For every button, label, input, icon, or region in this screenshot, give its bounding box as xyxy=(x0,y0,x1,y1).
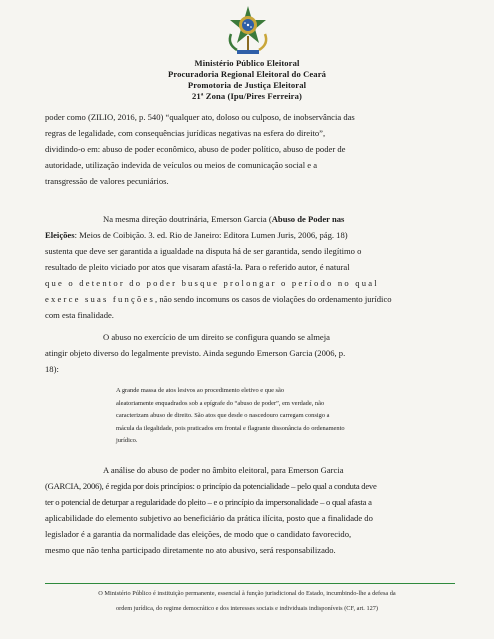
brazil-coat-of-arms-icon xyxy=(225,4,271,56)
block-quote xyxy=(116,385,450,448)
book-title: Abuso de Poder nas xyxy=(271,214,345,224)
header-promotoria: Promotoria de Justiça Eleitoral xyxy=(187,80,307,90)
para2-text: exerce suas funções xyxy=(45,294,156,304)
para4-line: aplicabilidade do elemento subjetivo ao beneficiário da prática ilícita, posto que a finalidade do xyxy=(45,513,373,523)
paragraph-2 xyxy=(45,211,455,323)
quote-line: caracterizam abuso de direito. São atos que desde o nascedouro carregam consigo a xyxy=(116,412,330,420)
header-zona: 21ª Zona (Ipu/Pires Ferreira) xyxy=(192,91,302,101)
para4-line: legislador é a garantia da normalidade das eleições, de modo que o candidato favorecido, xyxy=(45,529,352,539)
para2-line xyxy=(45,211,455,227)
para1-line: regras de legalidade, com consequências jurídicas negativas na esfera do direito”, xyxy=(45,128,326,138)
para3-line: atingir objeto diverso do legalmente previsto. Ainda segundo Emerson Garcia (2006, p. xyxy=(45,348,346,358)
para1-line: autoridade, utilização indevida de veículos ou meios de comunicação social e a xyxy=(45,160,318,170)
para1-line: poder como (ZILIO, 2016, p. 540) “qualquer ato, doloso ou culposo, de inobservância das xyxy=(45,112,355,122)
book-title-end: Eleições xyxy=(45,230,75,240)
footer xyxy=(20,586,474,616)
para1-line: dividindo-o em: abuso de poder econômico, abuso de poder político, abuso de poder de xyxy=(45,144,346,154)
quote-line: A grande massa de atos lesivos ao procedimento eletivo e que são xyxy=(116,387,285,394)
quote-line: mácula da ilegalidade, pois praticados em frontal e flagrante dissonância do ordenamento xyxy=(116,424,345,432)
para2-text: Na mesma direção doutrinária, Emerson Garcia ( xyxy=(103,214,272,224)
para1-line: transgressão de valores pecuniários. xyxy=(45,176,169,186)
para2-line: sustenta que deve ser garantida a igualdade na disputa há de ser garantida, sendo ilegítimo o xyxy=(45,246,362,256)
footer-line-2: ordem jurídica, do regime democrático e dos interesses sociais e individuais indisponíveis (CF, art. 127) xyxy=(116,605,378,612)
para2-text: , não sendo incomuns os casos de violações do ordenamento jurídico xyxy=(155,294,392,304)
footer-line-1: O Ministério Público é instituição permanente, essencial à função jurisdicional do Estado, incumbindo-lhe a defesa da xyxy=(98,590,396,597)
para3-line: 18): xyxy=(45,364,59,374)
para4-line: (GARCIA, 2006), é regida por dois princípios: o princípio da potencialidade – pelo qual a conduta deve xyxy=(45,481,377,491)
footer-divider xyxy=(45,583,455,584)
header-procuradoria: Procuradoria Regional Eleitoral do Ceará xyxy=(167,69,327,79)
para2-text: : Meios de Coibição. 3. ed. Rio de Janeiro: Editora Lumen Juris, 2006, pág. 18) xyxy=(74,230,348,240)
para4-line: A análise do abuso de poder no âmbito eleitoral, para Emerson Garcia xyxy=(103,465,344,475)
paragraph-4 xyxy=(45,462,455,558)
quote-line: aleatoriamente enquadrados sob a epígrafe do “abuso de poder”, em verdade, não xyxy=(116,399,325,407)
header-ministry: Ministério Público Eleitoral xyxy=(194,58,300,68)
para2-line: que o detentor do poder busque prolongar o período no qual xyxy=(45,278,379,288)
letterhead xyxy=(0,58,494,102)
para2-line: com esta finalidade. xyxy=(45,310,114,320)
paragraph-3 xyxy=(45,329,455,377)
para2-line xyxy=(45,227,455,243)
para4-line: ter o potencial de deturpar a regularidade do pleito – e o princípio da impersonalidade – o qual afasta a xyxy=(45,497,372,507)
para2-line xyxy=(45,291,455,307)
para4-line: mesmo que não tenha participado diretamente no ato abusivo, será responsabilizado. xyxy=(45,545,336,555)
quote-line: jurídico. xyxy=(116,437,138,445)
paragraph-1 xyxy=(45,109,455,189)
para2-line: resultado de pleito viciado por atos que visaram afastá-la. Para o referido autor, é natural xyxy=(45,262,350,272)
para3-line: O abuso no exercício de um direito se configura quando se almeja xyxy=(103,332,330,342)
